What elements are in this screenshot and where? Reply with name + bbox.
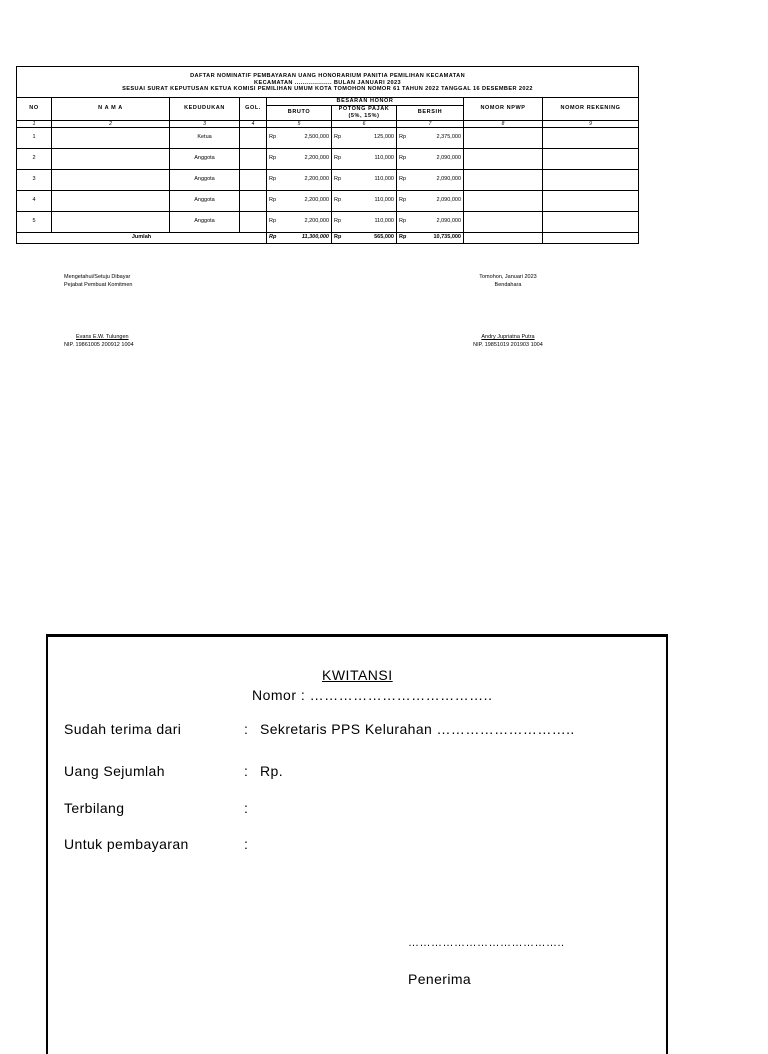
- total-bruto: [267, 232, 332, 243]
- currency-label: Rp: [269, 197, 277, 203]
- currency-label: Rp: [334, 176, 342, 182]
- row-rekening: [543, 127, 639, 148]
- row-bruto: [267, 169, 332, 190]
- sig-left-line2: Pejabat Pembuat Komitmen: [64, 281, 133, 288]
- index-cell: 3: [170, 120, 240, 127]
- field-colon: :: [244, 800, 248, 816]
- penerima-label: Penerima: [408, 971, 472, 987]
- sig-left-line1: Mengetahui/Setuju Dibayar: [64, 274, 131, 280]
- index-cell: 7: [397, 120, 464, 127]
- currency-label: Rp: [399, 197, 407, 203]
- row-gol: [240, 190, 267, 211]
- bruto-value: 2,200,000: [304, 155, 329, 161]
- title-line-2: KECAMATAN ................... BULAN JANUARI 2023: [254, 79, 402, 86]
- bersih-value: 2,090,000: [436, 218, 461, 224]
- header-kedudukan: KEDUDUKAN: [170, 97, 240, 120]
- table-row: [17, 169, 639, 190]
- row-kedudukan: Anggota: [170, 190, 240, 211]
- index-cell: 9: [543, 120, 639, 127]
- row-rekening: [543, 211, 639, 232]
- field-value-sudah-terima: Sekretaris PPS Kelurahan ………………………..: [260, 721, 575, 737]
- row-gol: [240, 211, 267, 232]
- row-potong: [332, 211, 397, 232]
- total-potong-value: 565,000: [374, 234, 394, 240]
- total-rekening: [543, 232, 639, 243]
- nominatif-table: [16, 66, 639, 244]
- sig-right-nip: NIP. 19851019 201903 1004: [473, 341, 543, 348]
- currency-label: Rp: [334, 234, 342, 240]
- row-bersih: [397, 127, 464, 148]
- total-bersih-value: 10,735,000: [433, 234, 461, 240]
- row-gol: [240, 169, 267, 190]
- row-potong: [332, 127, 397, 148]
- row-npwp: [464, 148, 543, 169]
- total-bruto-value: 11,300,000: [301, 234, 329, 240]
- row-gol: [240, 127, 267, 148]
- row-bruto: [267, 127, 332, 148]
- field-colon: :: [244, 836, 248, 852]
- field-label-uang-sejumlah: Uang Sejumlah: [64, 763, 165, 779]
- currency-label: Rp: [334, 218, 342, 224]
- table-title: [17, 67, 639, 98]
- currency-label: Rp: [269, 234, 277, 240]
- sig-left-nip: NIP. 19861005 200912 1004: [64, 341, 134, 348]
- currency-label: Rp: [399, 218, 407, 224]
- table-row: [17, 127, 639, 148]
- header-npwp: NOMOR NPWP: [464, 97, 543, 120]
- index-row: [17, 120, 639, 127]
- title-line-3: SESUAI SURAT KEPUTUSAN KETUA KOMISI PEMILIHAN UMUM KOTA TOMOHON NOMOR 61 TAHUN 2022 TANGGAL 16 DESEMBER 2022: [122, 86, 533, 92]
- currency-label: Rp: [334, 197, 342, 203]
- currency-label: Rp: [399, 176, 407, 182]
- row-kedudukan: Anggota: [170, 211, 240, 232]
- row-bruto: [267, 148, 332, 169]
- total-row: [17, 232, 639, 243]
- header-potong: POTONG PAJAK (5%, 15%): [332, 105, 397, 120]
- row-bersih: [397, 190, 464, 211]
- sig-right-line2: Bendahara: [494, 281, 522, 288]
- bersih-value: 2,090,000: [436, 176, 461, 182]
- index-cell: 5: [267, 120, 332, 127]
- total-label: Jumlah: [17, 232, 267, 243]
- index-cell: 4: [240, 120, 267, 127]
- row-bruto: [267, 211, 332, 232]
- bersih-value: 2,090,000: [436, 155, 461, 161]
- currency-label: Rp: [334, 155, 342, 161]
- currency-label: Rp: [399, 134, 407, 140]
- table-row: [17, 148, 639, 169]
- row-rekening: [543, 190, 639, 211]
- row-no: 2: [17, 148, 52, 169]
- row-rekening: [543, 148, 639, 169]
- header-rekening: NOMOR REKENING: [543, 97, 639, 120]
- row-gol: [240, 148, 267, 169]
- row-potong: [332, 169, 397, 190]
- row-npwp: [464, 190, 543, 211]
- row-bersih: [397, 148, 464, 169]
- row-npwp: [464, 169, 543, 190]
- row-nama: [52, 148, 170, 169]
- table-row: [17, 190, 639, 211]
- signature-line: …………………………………..: [408, 937, 565, 949]
- field-label-sudah-terima: Sudah terima dari: [64, 721, 182, 737]
- sig-left-name: Evans E.W. Tulungen: [76, 334, 129, 340]
- header-gol: GOL.: [240, 97, 267, 120]
- row-potong: [332, 190, 397, 211]
- row-no: 5: [17, 211, 52, 232]
- field-value-uang-sejumlah: Rp.: [260, 763, 283, 779]
- bruto-value: 2,200,000: [304, 218, 329, 224]
- potong-value: 110,000: [374, 155, 394, 161]
- potong-value: 110,000: [374, 197, 394, 203]
- bruto-value: 2,200,000: [304, 176, 329, 182]
- bersih-value: 2,090,000: [436, 197, 461, 203]
- row-kedudukan: Anggota: [170, 148, 240, 169]
- row-no: 4: [17, 190, 52, 211]
- currency-label: Rp: [399, 155, 407, 161]
- row-potong: [332, 148, 397, 169]
- signature-right: [458, 274, 558, 349]
- kwitansi-title: KWITANSI: [322, 667, 393, 683]
- table-row: [17, 211, 639, 232]
- row-bersih: [397, 211, 464, 232]
- potong-value: 110,000: [374, 218, 394, 224]
- row-npwp: [464, 127, 543, 148]
- row-bruto: [267, 190, 332, 211]
- row-npwp: [464, 211, 543, 232]
- field-colon: :: [244, 721, 248, 737]
- potong-value: 125,000: [374, 134, 394, 140]
- signature-left: [64, 274, 134, 349]
- row-kedudukan: Anggota: [170, 169, 240, 190]
- row-nama: [52, 190, 170, 211]
- row-kedudukan: Ketua: [170, 127, 240, 148]
- field-colon: :: [244, 763, 248, 779]
- field-label-terbilang: Terbilang: [64, 800, 125, 816]
- kwitansi-nomor: Nomor : ………………………………..: [252, 687, 493, 703]
- row-rekening: [543, 169, 639, 190]
- total-npwp: [464, 232, 543, 243]
- field-label-untuk-pembayaran: Untuk pembayaran: [64, 836, 189, 852]
- index-cell: 8: [464, 120, 543, 127]
- bersih-value: 2,375,000: [436, 134, 461, 140]
- total-potong: [332, 232, 397, 243]
- header-bruto: BRUTO: [267, 105, 332, 120]
- index-cell: 1: [17, 120, 52, 127]
- sig-right-line1: Tomohon, Januari 2023: [479, 274, 537, 280]
- potong-value: 110,000: [374, 176, 394, 182]
- currency-label: Rp: [334, 134, 342, 140]
- sig-right-name: Andry Jupriatna Putra: [481, 334, 535, 340]
- row-no: 1: [17, 127, 52, 148]
- currency-label: Rp: [269, 155, 277, 161]
- row-bersih: [397, 169, 464, 190]
- currency-label: Rp: [269, 176, 277, 182]
- header-no: NO: [17, 97, 52, 120]
- currency-label: Rp: [269, 134, 277, 140]
- header-besaran: BESARAN HONOR: [267, 97, 464, 105]
- index-cell: 6: [332, 120, 397, 127]
- bruto-value: 2,500,000: [304, 134, 329, 140]
- kwitansi-receipt: [46, 634, 668, 1054]
- index-cell: 2: [52, 120, 170, 127]
- header-nama: N A M A: [52, 97, 170, 120]
- currency-label: Rp: [269, 218, 277, 224]
- bruto-value: 2,200,000: [304, 197, 329, 203]
- row-no: 3: [17, 169, 52, 190]
- total-bersih: [397, 232, 464, 243]
- title-line-1: DAFTAR NOMINATIF PEMBAYARAN UANG HONORARIUM PANITIA PEMILIHAN KECAMATAN: [190, 73, 466, 79]
- currency-label: Rp: [399, 234, 407, 240]
- row-nama: [52, 211, 170, 232]
- row-nama: [52, 169, 170, 190]
- header-bersih: BERSIH: [397, 105, 464, 120]
- row-nama: [52, 127, 170, 148]
